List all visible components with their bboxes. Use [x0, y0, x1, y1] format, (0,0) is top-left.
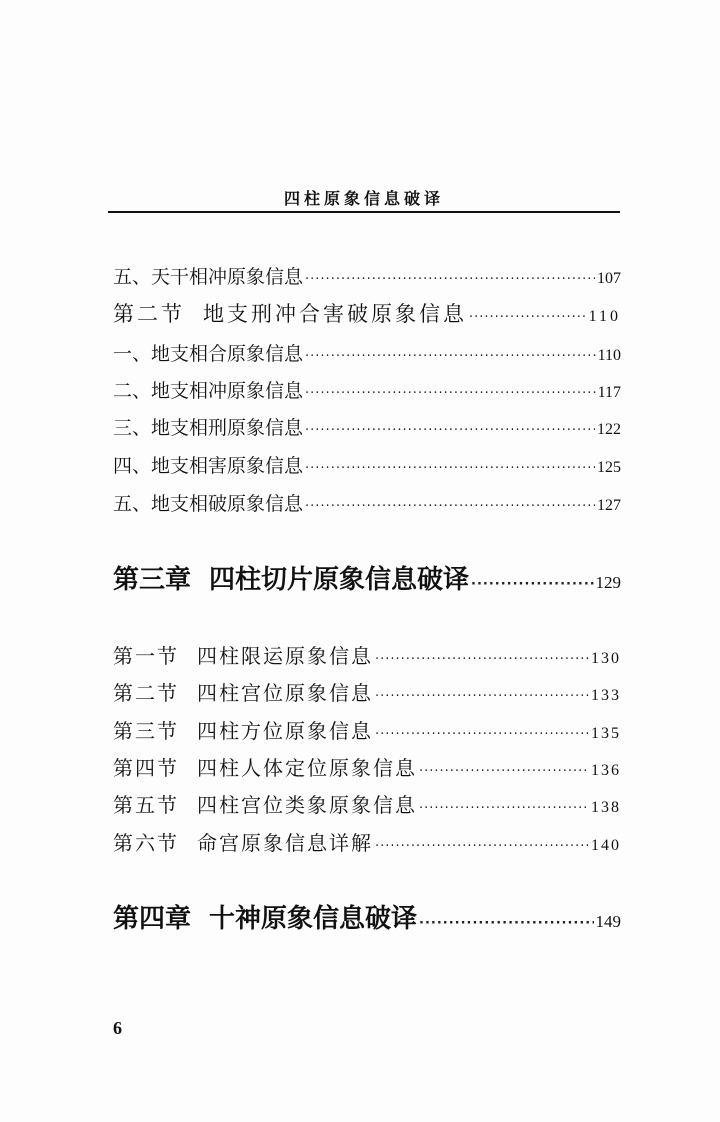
- toc-number: 第三章: [113, 565, 192, 595]
- toc-number: 五、: [113, 493, 152, 515]
- toc-leader-dots: [419, 801, 589, 816]
- toc-leader-dots: [375, 839, 589, 854]
- toc-page-number: 125: [597, 459, 621, 476]
- toc-leader-dots: [375, 652, 589, 667]
- toc-number: 第三节: [113, 719, 179, 743]
- toc-title: 地支相刑原象信息: [151, 417, 304, 439]
- toc-entry[interactable]: [113, 339, 621, 366]
- toc-title: 地支相破原象信息: [151, 493, 304, 515]
- toc-title: 四柱限运原象信息: [197, 644, 373, 668]
- toc-number: 五、: [113, 266, 152, 288]
- toc-number: 第四节: [113, 756, 179, 780]
- toc-entry[interactable]: [113, 489, 621, 516]
- toc-page-number: 135: [591, 725, 621, 742]
- toc-number: 第二节: [113, 681, 179, 705]
- toc-title: 地支相害原象信息: [151, 455, 304, 477]
- toc-title: 天干相冲原象信息: [151, 266, 304, 288]
- toc-leader-dots: [305, 272, 595, 287]
- toc-entry[interactable]: [113, 413, 621, 440]
- toc-entry[interactable]: [113, 715, 621, 744]
- toc-chapter-entry[interactable]: [113, 559, 621, 596]
- toc-title: 地支刑冲合害破原象信息: [203, 302, 467, 326]
- toc-number: 三、: [113, 417, 152, 439]
- toc-page-number: 140: [591, 837, 621, 854]
- toc-entry[interactable]: [113, 451, 621, 478]
- toc-leader-dots: [471, 577, 593, 592]
- toc-title: 四柱切片原象信息破译: [209, 565, 470, 595]
- page-number: 6: [113, 1018, 122, 1038]
- toc-page-number: 149: [595, 912, 621, 931]
- running-header: 四柱原象信息破译: [283, 189, 444, 208]
- toc-title: 四柱方位原象信息: [197, 719, 373, 743]
- toc-chapter-entry[interactable]: [113, 898, 621, 935]
- toc-entry[interactable]: [113, 376, 621, 403]
- toc-page-number: 110: [588, 308, 621, 325]
- toc-leader-dots: [469, 310, 587, 325]
- toc-number: 第六节: [113, 831, 179, 855]
- toc-page-number: 130: [591, 650, 621, 667]
- toc-title: 四柱宫位类象原象信息: [197, 793, 417, 817]
- toc-entry[interactable]: [113, 677, 621, 706]
- toc-leader-dots: [375, 727, 589, 742]
- toc-entry[interactable]: [113, 262, 621, 289]
- toc-page-number: 136: [591, 762, 621, 779]
- toc-page-number: 133: [591, 687, 621, 704]
- toc-entry[interactable]: [113, 789, 621, 818]
- toc-number: 第一节: [113, 644, 179, 668]
- toc-number: 一、: [113, 343, 152, 365]
- header-rule: [108, 211, 620, 213]
- toc-page-number: 127: [597, 497, 621, 514]
- toc-title: 地支相合原象信息: [151, 343, 304, 365]
- toc-page-number: 110: [597, 347, 621, 364]
- toc-number: 四、: [113, 455, 152, 477]
- toc-leader-dots: [305, 461, 595, 476]
- toc-leader-dots: [419, 916, 593, 931]
- toc-leader-dots: [375, 689, 589, 704]
- toc-title: 命宫原象信息详解: [197, 831, 373, 855]
- toc-entry[interactable]: [113, 640, 621, 669]
- toc-number: 第五节: [113, 793, 179, 817]
- toc-number: 第四章: [113, 904, 192, 934]
- toc-page-number: 138: [591, 799, 621, 816]
- toc-number: 第二节: [113, 302, 185, 326]
- toc-title: 十神原象信息破译: [209, 904, 418, 934]
- toc-page-number: 117: [597, 384, 621, 401]
- toc-page-number: 107: [597, 270, 621, 287]
- toc-leader-dots: [305, 386, 596, 401]
- toc-page-number: 122: [597, 421, 621, 438]
- toc-title: 四柱宫位原象信息: [197, 681, 373, 705]
- toc-entry[interactable]: [113, 827, 621, 856]
- toc-leader-dots: [305, 423, 595, 438]
- toc-page-number: 129: [595, 573, 621, 592]
- toc-leader-dots: [305, 349, 596, 364]
- toc-entry[interactable]: [113, 298, 621, 328]
- toc-title: 地支相冲原象信息: [151, 380, 304, 402]
- toc-number: 二、: [113, 380, 152, 402]
- toc-title: 四柱人体定位原象信息: [197, 756, 417, 780]
- toc-leader-dots: [305, 499, 595, 514]
- toc-leader-dots: [419, 764, 589, 779]
- toc-entry[interactable]: [113, 752, 621, 781]
